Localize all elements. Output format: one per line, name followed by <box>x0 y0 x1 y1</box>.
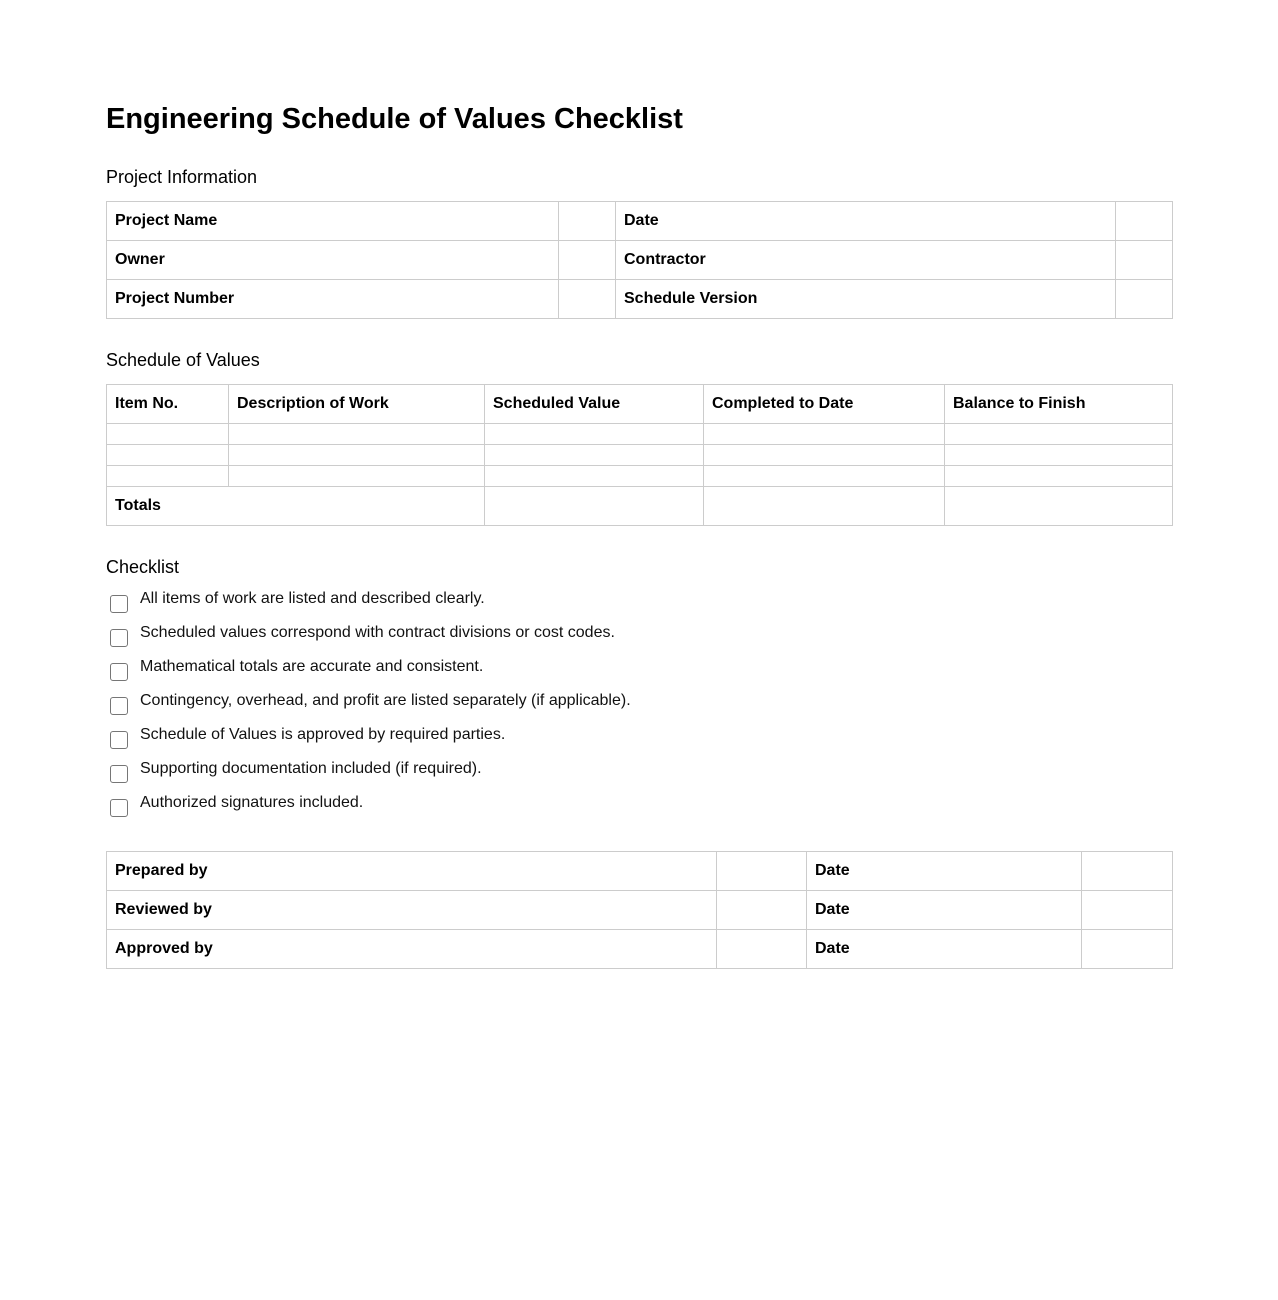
table-row <box>107 424 1173 445</box>
column-header-balance-to-finish: Balance to Finish <box>945 385 1173 424</box>
completed-to-date-cell[interactable] <box>704 445 945 466</box>
table-row <box>107 466 1173 487</box>
checklist-item[interactable] <box>106 759 631 793</box>
checklist-heading: Checklist <box>106 557 180 577</box>
checkbox[interactable] <box>110 595 128 613</box>
totals-row <box>107 487 1173 526</box>
item-no-cell[interactable] <box>107 445 229 466</box>
checklist-item-label: Contingency, overhead, and profit are listed separately (if applicable). <box>140 692 631 709</box>
checklist-item[interactable] <box>106 725 631 759</box>
column-header-scheduled-value: Scheduled Value <box>485 385 704 424</box>
column-header-description: Description of Work <box>229 385 485 424</box>
scheduled-value-cell[interactable] <box>485 466 704 487</box>
date-label: Date <box>616 202 1116 241</box>
reviewed-by-field[interactable] <box>717 891 807 930</box>
balance-to-finish-cell[interactable] <box>945 445 1173 466</box>
checkbox[interactable] <box>110 765 128 783</box>
table-row <box>107 445 1173 466</box>
project-info-heading: Project Information <box>106 167 258 187</box>
balance-to-finish-cell[interactable] <box>945 424 1173 445</box>
checklist-item[interactable] <box>106 589 631 623</box>
project-info-table <box>106 201 1173 319</box>
checkbox[interactable] <box>110 799 128 817</box>
owner-label: Owner <box>107 241 559 280</box>
schedule-version-field[interactable] <box>1116 280 1173 319</box>
owner-field[interactable] <box>559 241 616 280</box>
signature-table <box>106 851 1173 969</box>
checklist-item[interactable] <box>106 691 631 725</box>
approved-date-label: Date <box>807 930 1082 969</box>
total-scheduled-value-cell[interactable] <box>485 487 704 526</box>
total-completed-to-date-cell[interactable] <box>704 487 945 526</box>
date-field[interactable] <box>1116 202 1173 241</box>
description-cell[interactable] <box>229 424 485 445</box>
schedule-of-values-heading: Schedule of Values <box>106 350 260 370</box>
signature-row <box>107 891 1173 930</box>
signature-row <box>107 930 1173 969</box>
checkbox[interactable] <box>110 663 128 681</box>
checkbox[interactable] <box>110 629 128 647</box>
page-title: Engineering Schedule of Values Checklist <box>106 103 683 135</box>
description-cell[interactable] <box>229 466 485 487</box>
reviewed-date-field[interactable] <box>1082 891 1173 930</box>
checklist-item[interactable] <box>106 623 631 657</box>
approved-date-field[interactable] <box>1082 930 1173 969</box>
checkbox[interactable] <box>110 697 128 715</box>
contractor-field[interactable] <box>1116 241 1173 280</box>
checklist-item-label: Authorized signatures included. <box>140 794 364 811</box>
checklist-item[interactable] <box>106 793 631 827</box>
total-balance-to-finish-cell[interactable] <box>945 487 1173 526</box>
balance-to-finish-cell[interactable] <box>945 466 1173 487</box>
schedule-of-values-table <box>106 384 1173 526</box>
checklist-item-label: Supporting documentation included (if required). <box>140 760 482 777</box>
project-number-label: Project Number <box>107 280 559 319</box>
reviewed-date-label: Date <box>807 891 1082 930</box>
table-header-row <box>107 385 1173 424</box>
project-info-row <box>107 202 1173 241</box>
project-info-row <box>107 241 1173 280</box>
project-name-field[interactable] <box>559 202 616 241</box>
project-name-label: Project Name <box>107 202 559 241</box>
checklist-item-label: Mathematical totals are accurate and consistent. <box>140 658 484 675</box>
checklist <box>106 589 631 827</box>
prepared-date-label: Date <box>807 852 1082 891</box>
approved-by-field[interactable] <box>717 930 807 969</box>
item-no-cell[interactable] <box>107 466 229 487</box>
prepared-by-label: Prepared by <box>107 852 717 891</box>
checklist-item-label: All items of work are listed and described clearly. <box>140 590 485 607</box>
reviewed-by-label: Reviewed by <box>107 891 717 930</box>
project-info-row <box>107 280 1173 319</box>
contractor-label: Contractor <box>616 241 1116 280</box>
signature-row <box>107 852 1173 891</box>
schedule-version-label: Schedule Version <box>616 280 1116 319</box>
checklist-item[interactable] <box>106 657 631 691</box>
approved-by-label: Approved by <box>107 930 717 969</box>
checklist-item-label: Schedule of Values is approved by required parties. <box>140 726 506 743</box>
scheduled-value-cell[interactable] <box>485 445 704 466</box>
item-no-cell[interactable] <box>107 424 229 445</box>
column-header-item-no: Item No. <box>107 385 229 424</box>
checklist-item-label: Scheduled values correspond with contract divisions or cost codes. <box>140 624 615 641</box>
prepared-by-field[interactable] <box>717 852 807 891</box>
checkbox[interactable] <box>110 731 128 749</box>
description-cell[interactable] <box>229 445 485 466</box>
completed-to-date-cell[interactable] <box>704 466 945 487</box>
project-number-field[interactable] <box>559 280 616 319</box>
totals-label: Totals <box>107 487 485 526</box>
prepared-date-field[interactable] <box>1082 852 1173 891</box>
completed-to-date-cell[interactable] <box>704 424 945 445</box>
column-header-completed-to-date: Completed to Date <box>704 385 945 424</box>
scheduled-value-cell[interactable] <box>485 424 704 445</box>
